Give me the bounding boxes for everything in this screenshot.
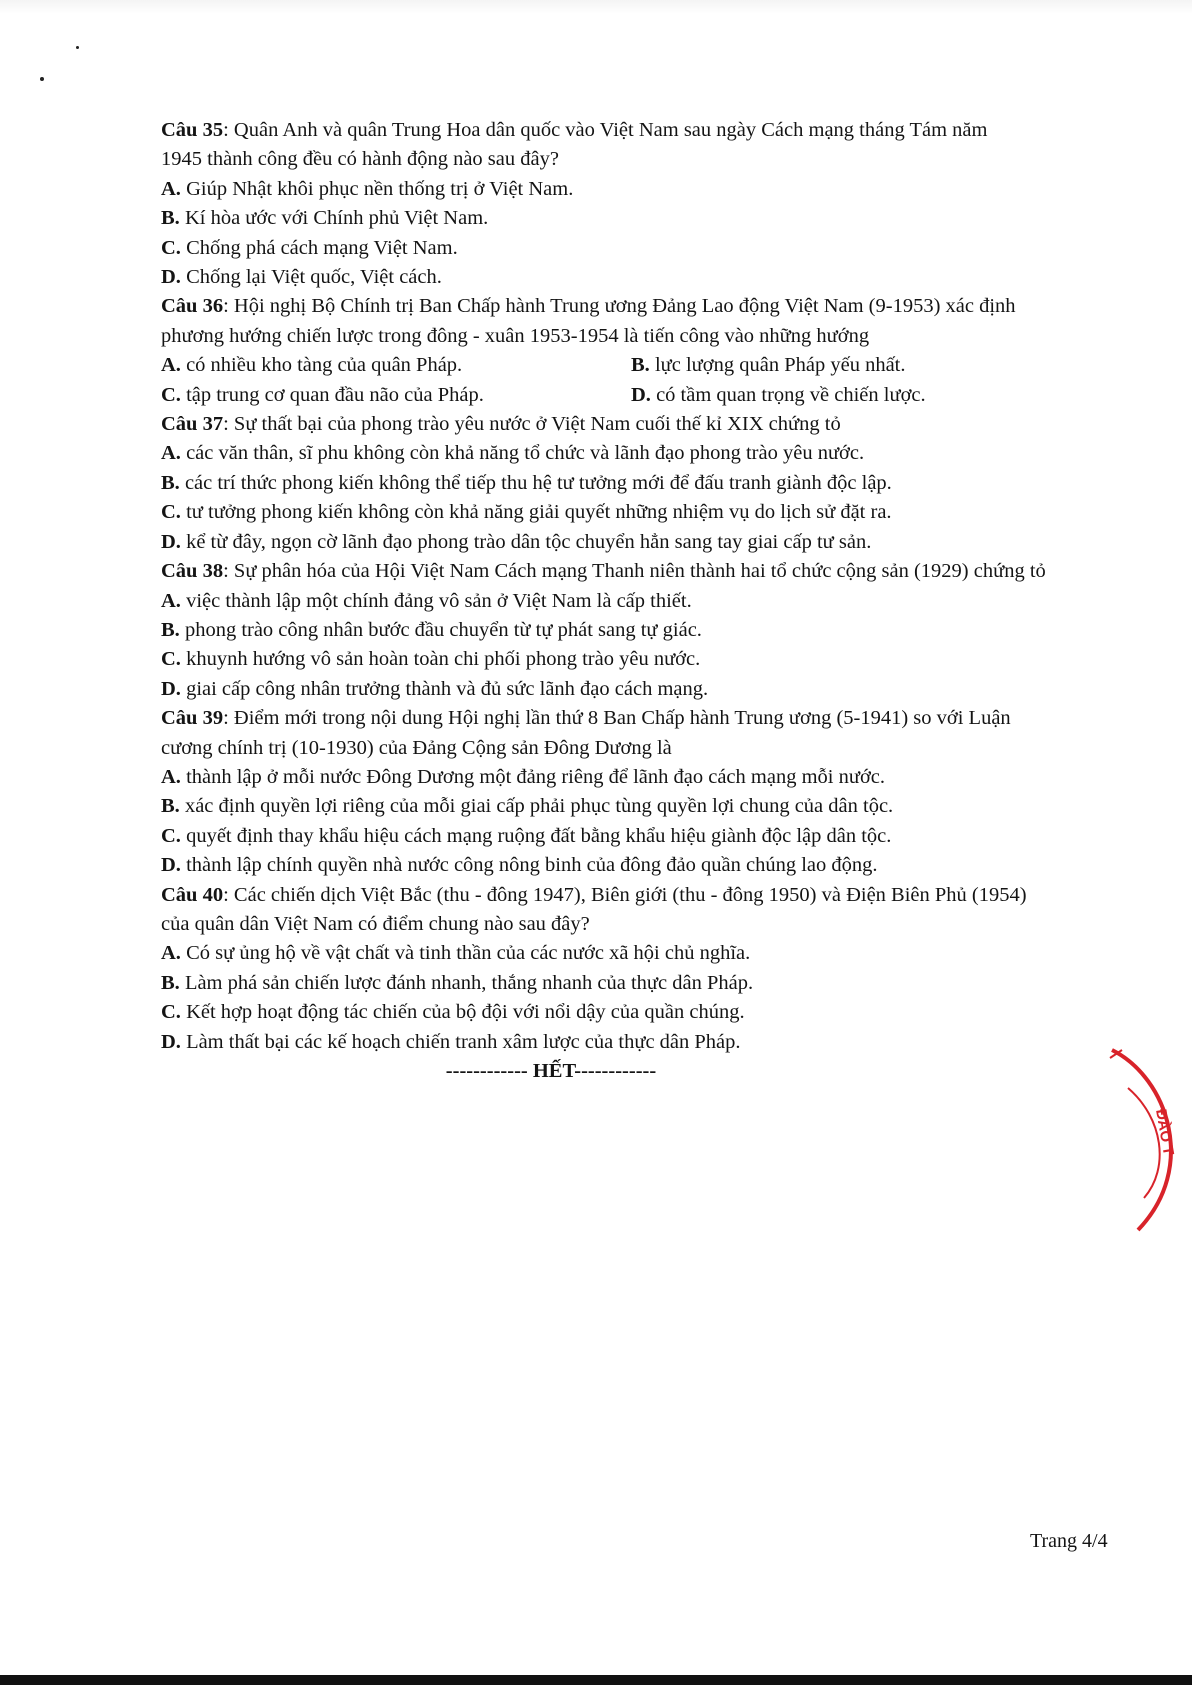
- question-39-option-b: B. xác định quyền lợi riêng của mỗi giai cấp phải phục tùng quyền lợi chung của dân tộc.: [161, 795, 894, 818]
- question-39-stem-line-2: cương chính trị (10-1930) của Đảng Cộng sản Đông Dương là: [161, 736, 672, 759]
- question-label: Câu 40: [161, 883, 224, 906]
- seal-text: ĐÀO T: [1152, 1107, 1177, 1157]
- question-39-option-d: D. thành lập chính quyền nhà nước công nông binh của đông đảo quần chúng lao động.: [161, 854, 878, 877]
- question-38-option-b: B. phong trào công nhân bước đầu chuyển từ tự phát sang tự giác.: [161, 618, 702, 641]
- question-label: Câu 37: [161, 413, 224, 436]
- question-40-option-b: B. Làm phá sản chiến lược đánh nhanh, thắng nhanh của thực dân Pháp.: [161, 971, 754, 994]
- question-40-stem-line-1: Câu 40: Các chiến dịch Việt Bắc (thu - đông 1947), Biên giới (thu - đông 1950) và Điện Biên Phủ (1954): [161, 883, 1027, 906]
- question-36-options-row-2: [161, 381, 1106, 410]
- question-35-stem-line-2: 1945 thành công đều có hành động nào sau đây?: [161, 148, 559, 171]
- question-38-option-a: A. việc thành lập một chính đảng vô sản ở Việt Nam là cấp thiết.: [161, 589, 692, 612]
- scan-speck: [40, 77, 44, 81]
- seal-stamp-icon: [1108, 1048, 1192, 1232]
- question-37-stem-line-1: Câu 37: Sự thất bại của phong trào yêu nước ở Việt Nam cuối thế kỉ XIX chứng tỏ: [161, 413, 841, 436]
- exam-content: [161, 116, 1106, 1086]
- question-39-option-c: C. quyết định thay khẩu hiệu cách mạng ruộng đất bằng khẩu hiệu giành độc lập dân tộc.: [161, 824, 892, 847]
- scan-edge-bottom: [0, 1675, 1192, 1685]
- question-label: Câu 39: [161, 707, 224, 730]
- question-38-option-d: D. giai cấp công nhân trưởng thành và đủ sức lãnh đạo cách mạng.: [161, 677, 709, 700]
- scan-edge-top: [0, 0, 1192, 14]
- question-label: Câu 38: [161, 560, 224, 583]
- question-36-option-a: A. có nhiều kho tàng của quân Pháp.: [161, 354, 463, 377]
- question-label: Câu 35: [161, 119, 224, 141]
- question-35-option-a: A. Giúp Nhật khôi phục nền thống trị ở Việt Nam.: [161, 177, 574, 200]
- question-35-option-d: D. Chống lại Việt quốc, Việt cách.: [161, 266, 442, 289]
- question-36-options-row-1: [161, 351, 1106, 380]
- question-40-option-d: D. Làm thất bại các kế hoạch chiến tranh xâm lược của thực dân Pháp.: [161, 1030, 741, 1053]
- question-39-option-a: A. thành lập ở mỗi nước Đông Dương một đảng riêng để lãnh đạo cách mạng mỗi nước.: [161, 765, 886, 788]
- page-number: Trang 4/4: [1030, 1530, 1108, 1552]
- question-36-option-c: C. tập trung cơ quan đầu não của Pháp.: [161, 383, 484, 406]
- question-label: Câu 36: [161, 295, 224, 318]
- question-37-option-b: B. các trí thức phong kiến không thể tiếp thu hệ tư tưởng mới để đấu tranh giành độc lập.: [161, 471, 892, 494]
- question-37-option-a: A. các văn thân, sĩ phu không còn khả năng tổ chức và lãnh đạo phong trào yêu nước.: [161, 442, 865, 465]
- question-39-stem-line-1: Câu 39: Điểm mới trong nội dung Hội nghị lần thứ 8 Ban Chấp hành Trung ương (5-1941) so với Luận: [161, 707, 1011, 730]
- question-35-stem-line-1: Câu 35: Quân Anh và quân Trung Hoa dân quốc vào Việt Nam sau ngày Cách mạng tháng Tám năm: [161, 119, 988, 141]
- question-37-option-c: C. tư tưởng phong kiến không còn khả năng giải quyết những nhiệm vụ do lịch sử đặt ra.: [161, 501, 892, 524]
- seal-inner-ring: [1128, 1088, 1160, 1198]
- question-40-option-a: A. Có sự ủng hộ về vật chất và tinh thần của các nước xã hội chủ nghĩa.: [161, 942, 751, 965]
- end-marker: ------------ HẾT------------: [445, 1060, 657, 1082]
- question-38-stem-line-1: Câu 38: Sự phân hóa của Hội Việt Nam Cách mạng Thanh niên thành hai tổ chức cộng sản (1929) chứng tỏ: [161, 560, 1046, 583]
- question-35-option-b: B. Kí hòa ước với Chính phủ Việt Nam.: [161, 207, 489, 230]
- question-36-option-b: B. lực lượng quân Pháp yếu nhất.: [631, 354, 906, 377]
- scan-speck: [76, 46, 79, 49]
- question-37-option-d: D. kể từ đây, ngọn cờ lãnh đạo phong trào dân tộc chuyển hẳn sang tay giai cấp tư sản.: [161, 530, 872, 553]
- question-38-option-c: C. khuynh hướng vô sản hoàn toàn chi phối phong trào yêu nước.: [161, 648, 701, 671]
- question-40-stem-line-2: của quân dân Việt Nam có điểm chung nào sau đây?: [161, 912, 590, 935]
- question-40-option-c: C. Kết hợp hoạt động tác chiến của bộ đội với nổi dậy của quần chúng.: [161, 1001, 745, 1024]
- question-36-stem-line-2: phương hướng chiến lược trong đông - xuân 1953-1954 là tiến công vào những hướng: [161, 324, 870, 347]
- question-36-stem-line-1: Câu 36: Hội nghị Bộ Chính trị Ban Chấp hành Trung ương Đảng Lao động Việt Nam (9-1953) xác định: [161, 295, 1016, 318]
- question-36-option-d: D. có tầm quan trọng về chiến lược.: [631, 383, 926, 406]
- question-35-option-c: C. Chống phá cách mạng Việt Nam.: [161, 236, 458, 259]
